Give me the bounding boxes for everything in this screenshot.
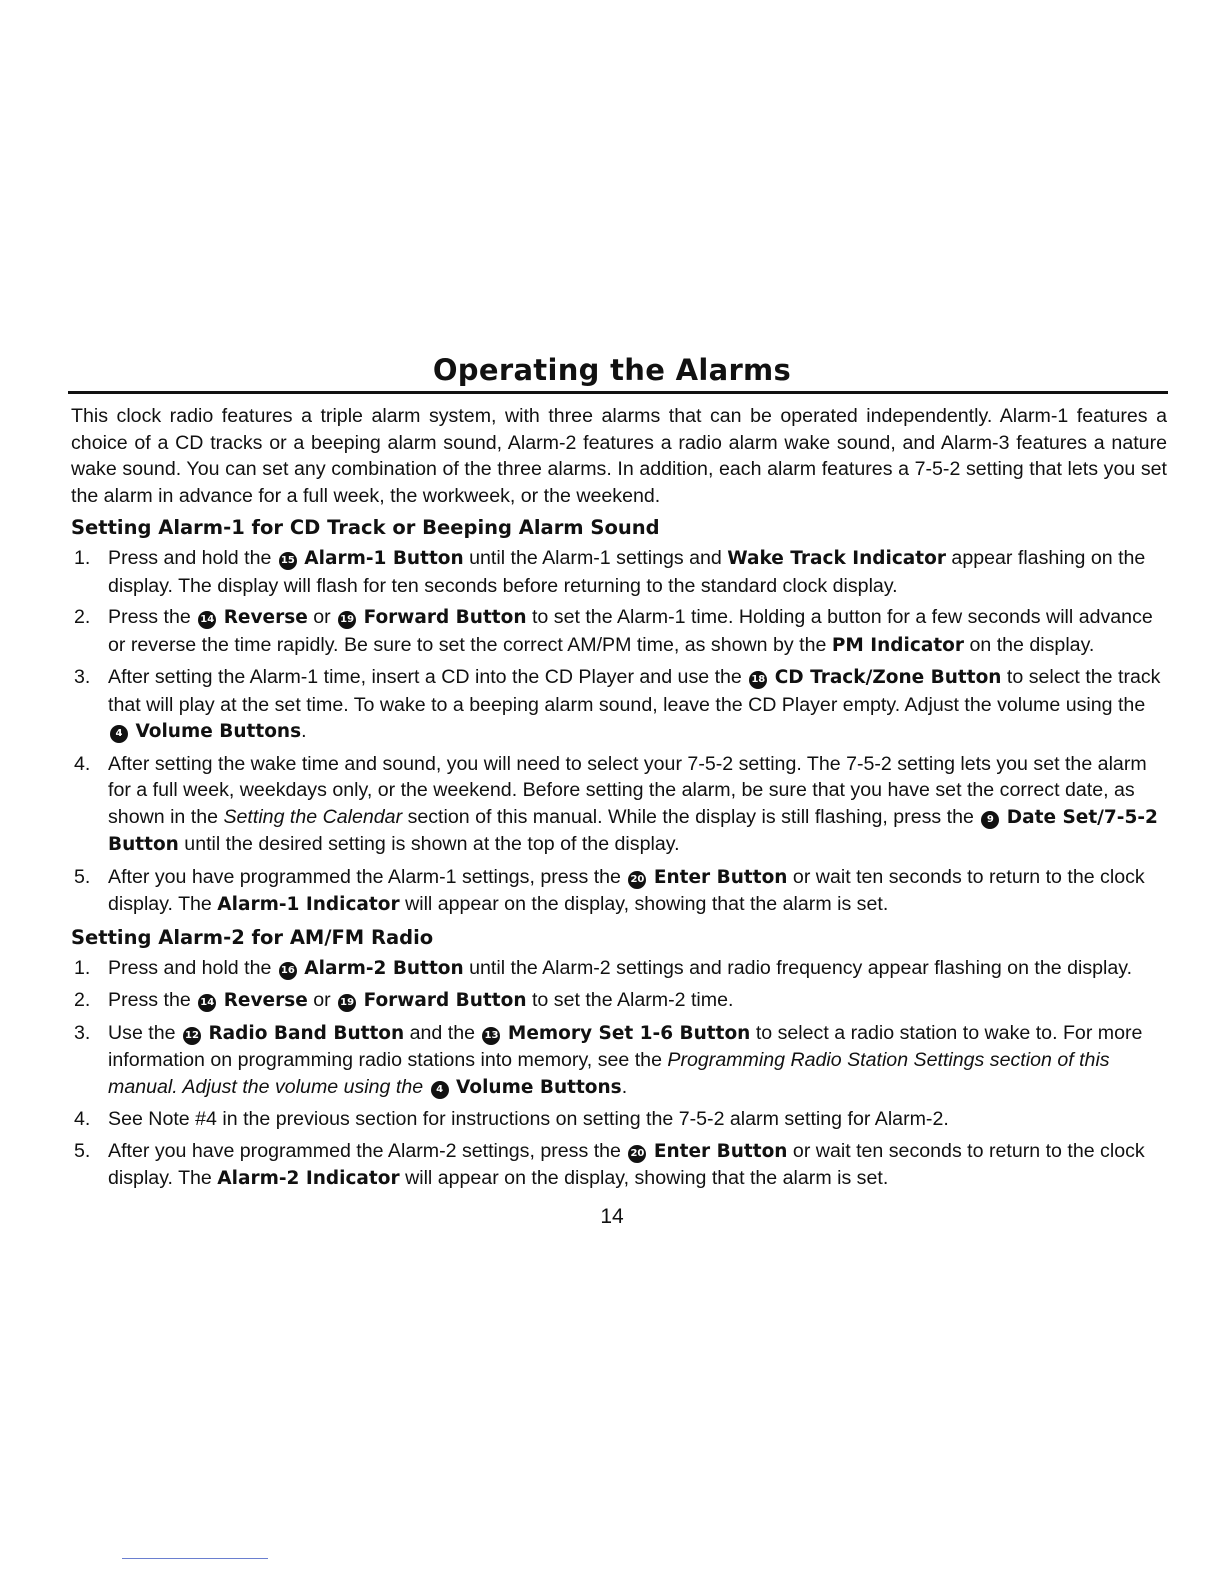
- button-ref: Enter Button: [653, 1140, 788, 1162]
- step-text: and the: [409, 1021, 476, 1044]
- button-ref: Forward Button: [363, 990, 527, 1011]
- callout-16-icon: 16: [279, 962, 297, 980]
- step-text: will appear on the display, showing that the alarm is set.: [405, 1167, 889, 1189]
- step-text: .: [621, 1075, 628, 1098]
- button-ref: Reverse: [223, 990, 308, 1011]
- step-text: After setting the wake time and sound, you will need to select your 7-5-2 setting. The 7-5-2 setting lets you set the alarm for a full week, weekdays only, or the weekend. Before setting the alarm, be sure that you have set the correct date, as shown in the: [108, 752, 1147, 828]
- button-ref: Alarm-1 Button: [304, 548, 464, 569]
- section-heading-alarm-1: Setting Alarm-1 for CD Track or Beeping Alarm Sound: [71, 516, 660, 539]
- callout-20-icon: 20: [628, 871, 646, 889]
- button-ref: Date Set/7-5-2 Button: [108, 806, 1158, 855]
- step-text: .: [301, 720, 307, 742]
- step-text: until the desired setting is shown at the top of the display.: [184, 833, 680, 855]
- alarm-2-step-5: [71, 1138, 1167, 1193]
- step-text: until the Alarm-1 settings and: [469, 547, 722, 569]
- step-number: 4.: [74, 752, 91, 775]
- step-text: until the Alarm-2 settings and radio frequency appear flashing on the display.: [469, 956, 1133, 979]
- button-ref: Enter Button: [653, 866, 788, 888]
- callout-19-icon: 19: [338, 994, 356, 1012]
- step-text: or wait ten seconds to return to the clock display. The: [108, 1139, 1145, 1189]
- step-text: to set the Alarm-1 time. Holding a button for a few seconds will advance or reverse the time rapidly. Be sure to set the correct AM/PM time, as shown by the: [108, 606, 1153, 656]
- content-body: [71, 403, 1167, 1199]
- intro-paragraph: This clock radio features a triple alarm system, with three alarms that can be operated independently. Alarm-1 features a choice of a CD tracks or a beeping alarm sound, Alarm-2 features a radio alarm wake sound, and Alarm-3 features a nature wake sound. You can set any combination of the three alarms. In addition, each alarm features a 7-5-2 setting that lets you set the alarm in advance for a full week, the workweek, or the weekend.: [71, 405, 1167, 507]
- callout-9-icon: 9: [981, 811, 999, 829]
- step-text: to set the Alarm-2 time.: [531, 989, 734, 1011]
- step-number: 2.: [74, 989, 91, 1011]
- step-number: 4.: [74, 1108, 91, 1130]
- step-number: 1.: [74, 547, 91, 569]
- title-rule: [68, 391, 1168, 394]
- button-ref: Radio Band Button: [208, 1022, 405, 1044]
- step-text: After setting the Alarm-1 time, insert a CD into the CD Player and use the: [108, 666, 742, 688]
- step-number: 5.: [74, 1139, 91, 1162]
- alarm-2-step-3: [71, 1020, 1167, 1102]
- step-text: or wait ten seconds to return to the clock display. The: [108, 865, 1145, 915]
- step-text: Press and hold the: [108, 547, 272, 569]
- alarm-1-step-3: [71, 664, 1167, 746]
- step-text: Press the: [108, 606, 191, 628]
- indicator-ref: Alarm-2 Indicator: [217, 1168, 400, 1189]
- page-title: Operating the Alarms: [432, 353, 792, 387]
- footer-rule: [122, 1558, 268, 1559]
- callout-4-icon: 4: [110, 725, 128, 743]
- alarm-2-step-2: [71, 987, 1167, 1015]
- callout-15-icon: 15: [279, 552, 297, 570]
- indicator-ref: Wake Track Indicator: [727, 548, 946, 569]
- step-number: 2.: [74, 606, 91, 628]
- step-number: 3.: [74, 666, 91, 688]
- step-text: to select a radio station to wake to. For more information on programming radio stations into memory, see the: [108, 1021, 1143, 1071]
- callout-12-icon: 12: [183, 1027, 201, 1045]
- button-ref: Forward Button: [363, 607, 527, 628]
- step-number: 1.: [74, 956, 91, 979]
- alarm-1-steps: [71, 545, 1167, 919]
- step-number: 3.: [74, 1021, 91, 1044]
- alarm-1-step-2: [71, 604, 1167, 659]
- section-ref: Setting the Calendar: [223, 805, 403, 828]
- step-text: will appear on the display, showing that the alarm is set.: [405, 893, 889, 915]
- step-text: or: [313, 606, 331, 628]
- step-text: or: [313, 989, 331, 1011]
- callout-14-icon: 14: [198, 994, 216, 1012]
- button-ref: Volume Buttons: [135, 721, 302, 742]
- alarm-2-step-4: [71, 1106, 1167, 1133]
- section-heading-alarm-2: Setting Alarm-2 for AM/FM Radio: [71, 925, 434, 949]
- alarm-2-steps: [71, 955, 1167, 1193]
- step-text: Press the: [108, 989, 191, 1011]
- step-text: on the display.: [969, 633, 1095, 656]
- page-number: 14: [600, 1205, 624, 1228]
- callout-18-icon: 18: [749, 671, 767, 689]
- step-text: Press and hold the: [108, 956, 272, 979]
- step-text: After you have programmed the Alarm-1 settings, press the: [108, 865, 621, 888]
- button-ref: Reverse: [223, 607, 308, 628]
- section-ref: Programming Radio Station Settings section of this manual. Adjust the volume using the: [108, 1049, 1110, 1098]
- indicator-ref: PM Indicator: [831, 634, 965, 656]
- step-number: 5.: [74, 865, 91, 888]
- alarm-1-step-5: [71, 864, 1167, 919]
- step-text: section of this manual. While the display is still flashing, press the: [407, 805, 974, 828]
- button-ref: Alarm-2 Button: [304, 957, 464, 979]
- callout-4-icon: 4: [431, 1081, 449, 1099]
- button-ref: Memory Set 1-6 Button: [507, 1022, 751, 1044]
- alarm-2-step-1: [71, 955, 1167, 983]
- step-text: After you have programmed the Alarm-2 settings, press the: [108, 1139, 621, 1162]
- callout-13-icon: 13: [482, 1027, 500, 1045]
- step-text: appear flashing on the display. The display will flash for ten seconds before returning to the standard clock display.: [108, 547, 1146, 597]
- alarm-1-step-1: [71, 545, 1167, 599]
- callout-19-icon: 19: [338, 611, 356, 629]
- button-ref: CD Track/Zone Button: [774, 667, 1002, 688]
- callout-14-icon: 14: [198, 611, 216, 629]
- step-text: Use the: [108, 1021, 176, 1044]
- callout-20-icon: 20: [628, 1145, 646, 1163]
- step-text: See Note #4 in the previous section for instructions on setting the 7-5-2 alarm setting for Alarm-2.: [108, 1108, 949, 1130]
- step-text: to select the track that will play at the set time. To wake to a beeping alarm sound, leave the CD Player empty. Adjust the volume using the: [108, 666, 1161, 716]
- indicator-ref: Alarm-1 Indicator: [217, 894, 400, 915]
- alarm-1-step-4: [71, 751, 1167, 859]
- button-ref: Volume Buttons: [456, 1076, 622, 1098]
